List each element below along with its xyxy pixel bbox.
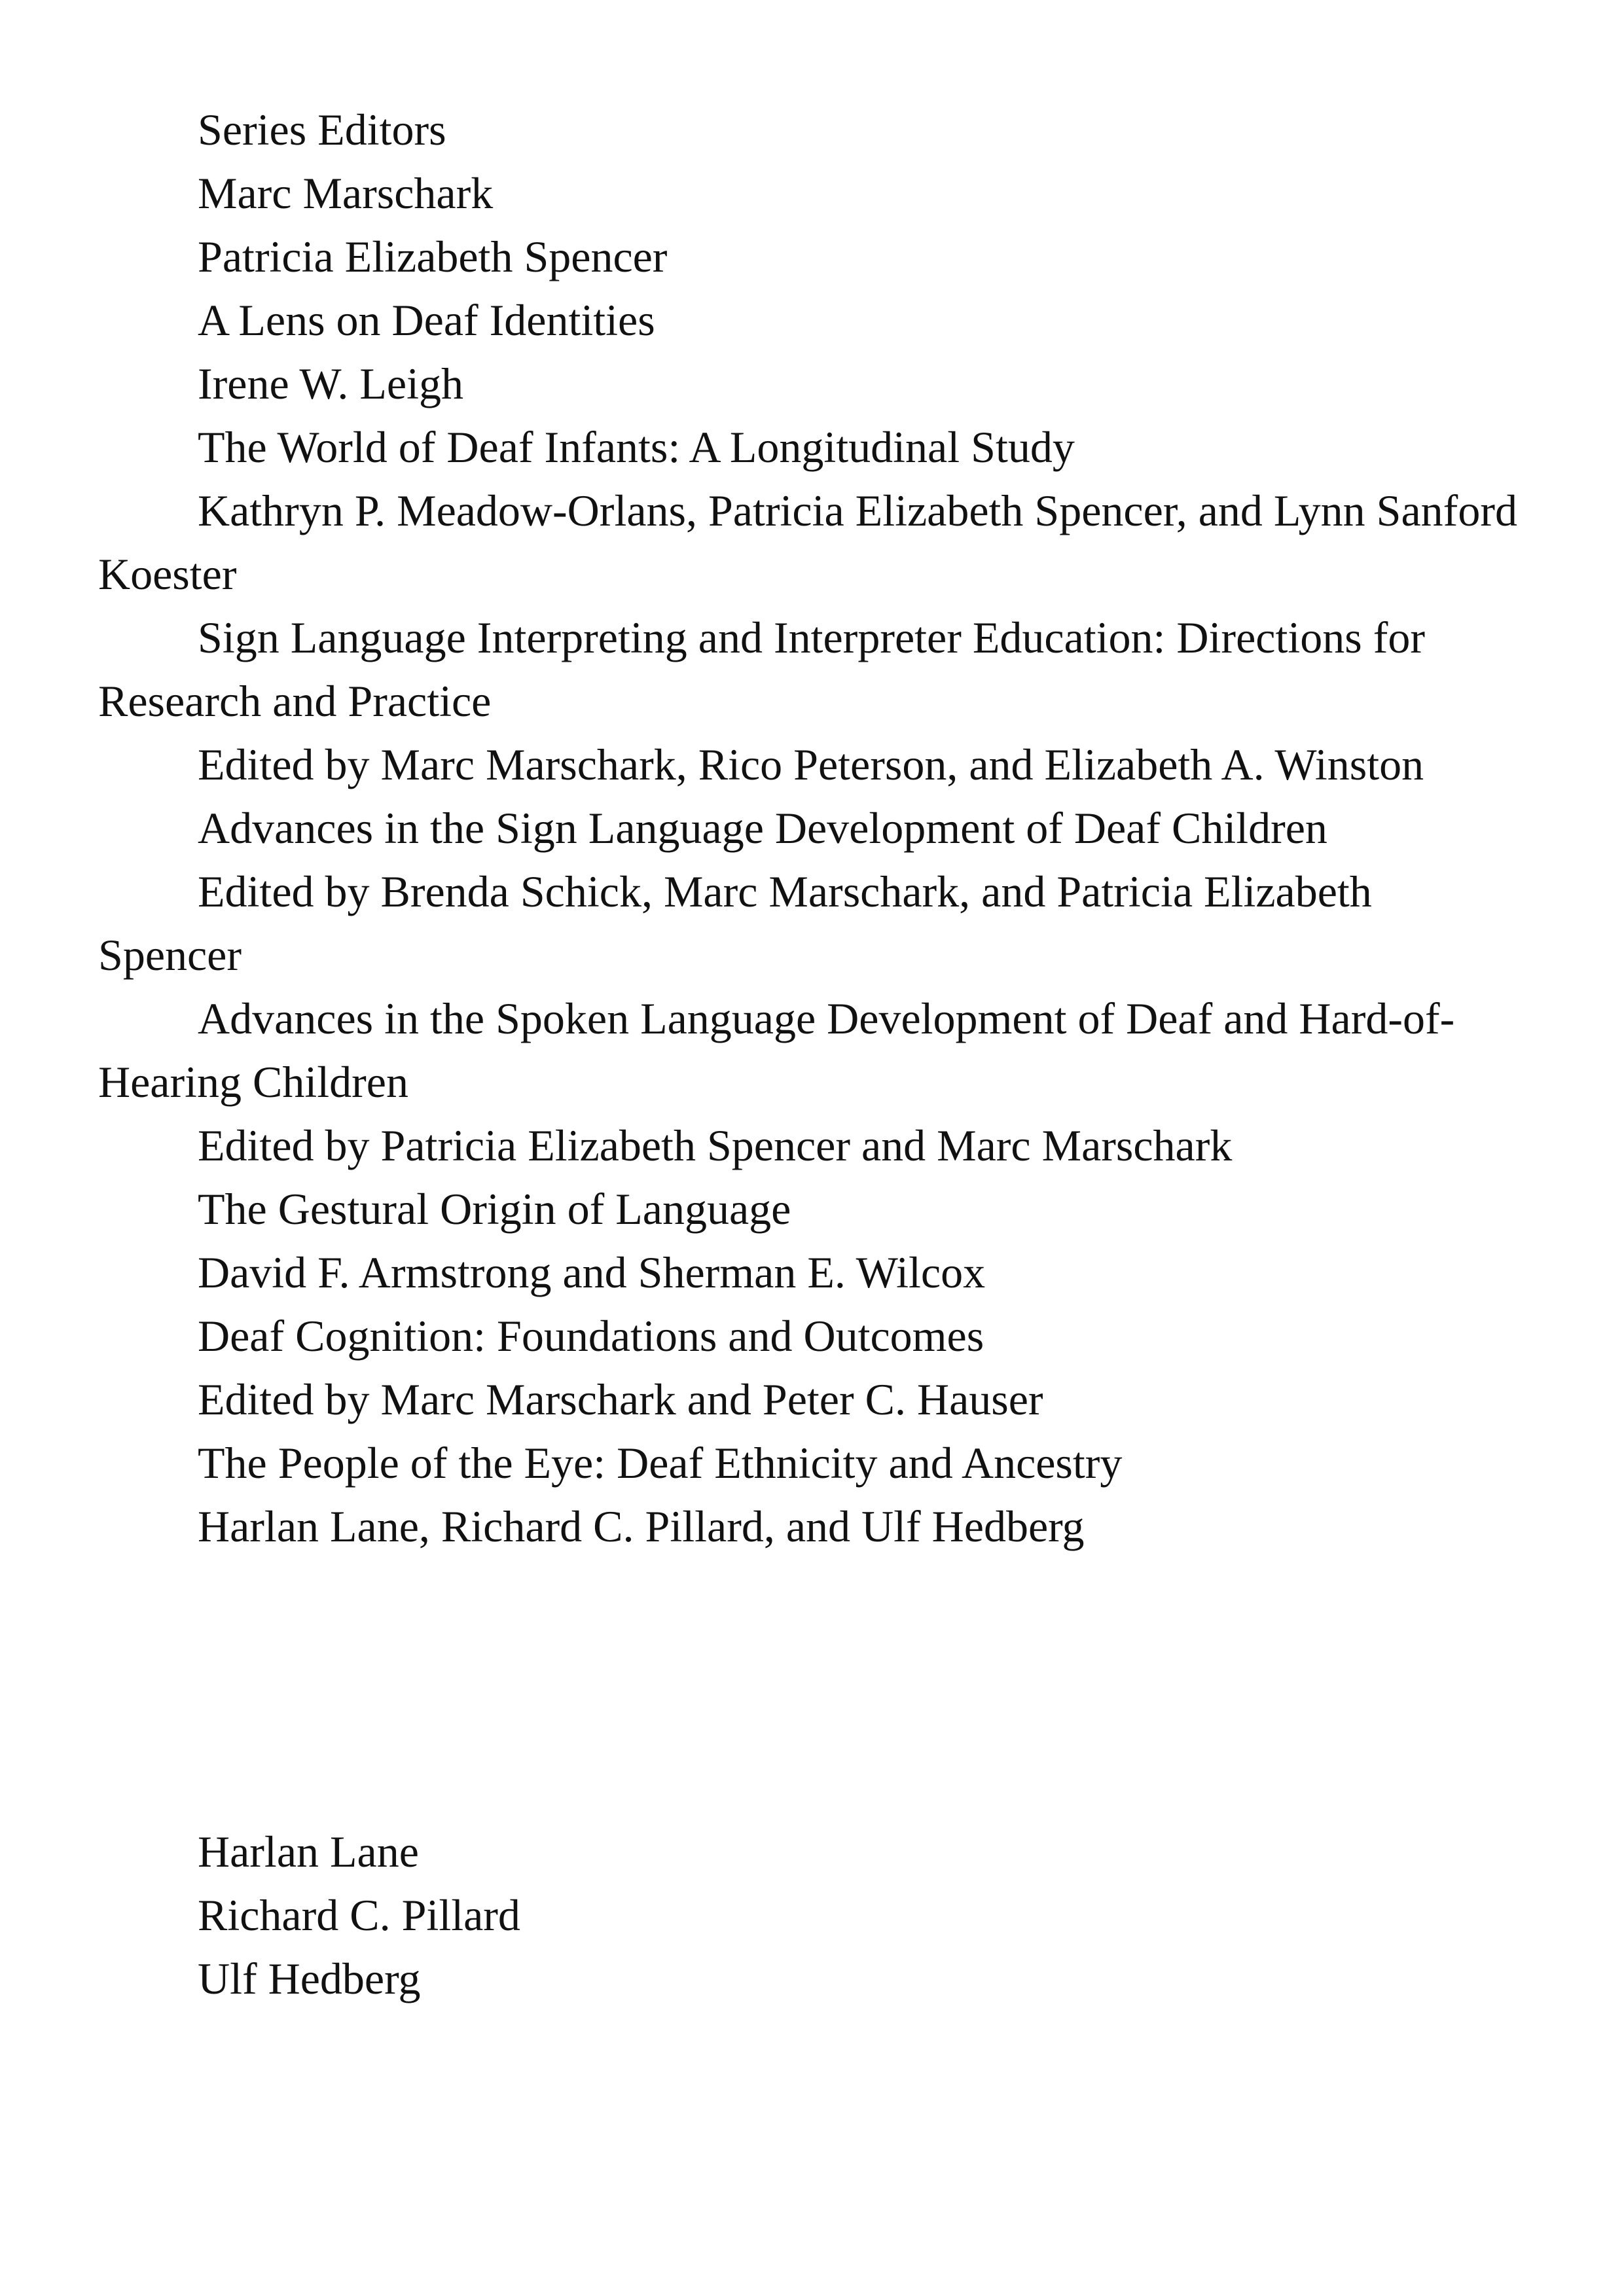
book-title: Deaf Cognition: Foundations and Outcomes bbox=[198, 1311, 984, 1361]
title-page-author: Ulf Hedberg bbox=[198, 1954, 421, 2003]
series-editor: Patricia Elizabeth Spencer bbox=[198, 232, 668, 281]
series-editor: Marc Marschark bbox=[198, 168, 494, 218]
book-authors: Edited by Patricia Elizabeth Spencer and Marc Marschark bbox=[198, 1121, 1233, 1170]
book-authors: Irene W. Leigh bbox=[198, 359, 463, 408]
book-authors: Edited by Marc Marschark, Rico Peterson, and Elizabeth A. Winston bbox=[198, 740, 1424, 789]
book-authors: David F. Armstrong and Sherman E. Wilcox bbox=[198, 1247, 986, 1297]
book-title: A Lens on Deaf Identities bbox=[198, 295, 655, 345]
series-heading: Series Editors bbox=[198, 105, 446, 154]
book-title: The People of the Eye: Deaf Ethnicity and Ancestry bbox=[198, 1438, 1123, 1488]
book-authors: Edited by Brenda Schick, Marc Marschark, and Patricia Elizabeth Spencer bbox=[98, 867, 1372, 980]
book-title: The Gestural Origin of Language bbox=[198, 1184, 791, 1234]
book-title: Sign Language Interpreting and Interpreter Education: Directions for Research and Practice bbox=[98, 613, 1425, 726]
book-authors: Harlan Lane, Richard C. Pillard, and Ulf Hedberg bbox=[198, 1501, 1085, 1551]
book-authors: Kathryn P. Meadow-Orlans, Patricia Elizabeth Spencer, and Lynn Sanford Koester bbox=[98, 486, 1517, 599]
title-page-author: Richard C. Pillard bbox=[198, 1890, 520, 1940]
title-page-author: Harlan Lane bbox=[198, 1827, 419, 1876]
book-title: Advances in the Sign Language Development of Deaf Children bbox=[198, 803, 1327, 853]
book-authors: Edited by Marc Marschark and Peter C. Hauser bbox=[198, 1374, 1043, 1424]
section-spacer bbox=[98, 1558, 1525, 1820]
book-title: The World of Deaf Infants: A Longitudinal Study bbox=[198, 422, 1075, 472]
document-page bbox=[98, 98, 1525, 2011]
book-title: Advances in the Spoken Language Development of Deaf and Hard-of-Hearing Children bbox=[98, 994, 1455, 1107]
